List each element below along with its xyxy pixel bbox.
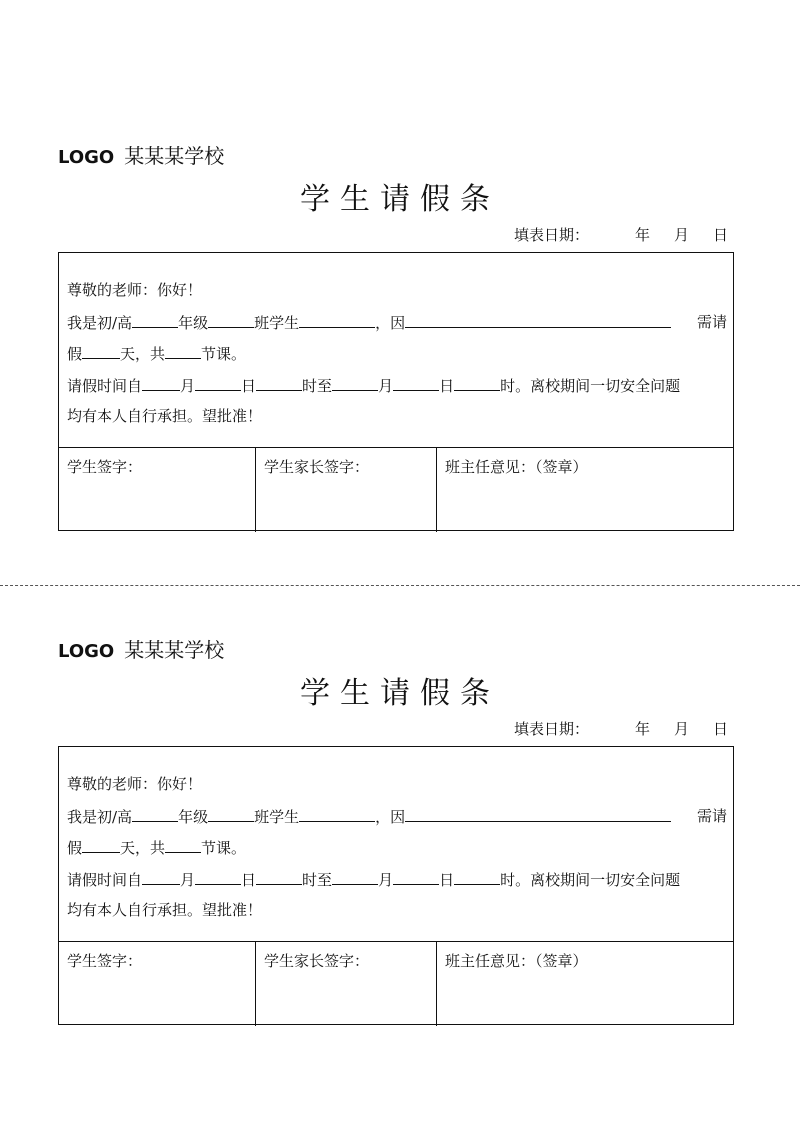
text-segment: 日 — [241, 376, 257, 395]
parent-signature-label: 学生家长签字： — [264, 952, 370, 970]
text-segment: 天，共 — [120, 839, 166, 857]
form-title: 学生请假条 — [300, 676, 500, 711]
teacher-opinion-cell[interactable] — [437, 448, 733, 532]
school-header — [58, 140, 224, 170]
text-segment: 天，共 — [120, 345, 166, 363]
text-segment: 需请 — [696, 312, 727, 331]
date-label: 填表日期： — [513, 226, 589, 244]
cut-line-divider — [0, 585, 800, 586]
blank-reason[interactable] — [405, 801, 671, 822]
text-segment: 年级 — [178, 807, 209, 826]
student-info-line — [67, 307, 727, 339]
school-name: 某某某学校 — [124, 144, 225, 168]
blank-end-month[interactable] — [332, 864, 378, 885]
time-range-line — [67, 370, 727, 402]
logo-text: LOGO — [58, 147, 115, 168]
greeting-line: 尊敬的老师：你好！ — [67, 775, 203, 793]
blank-start-month[interactable] — [142, 370, 180, 391]
greeting-line: 尊敬的老师：你好！ — [67, 281, 203, 299]
student-signature-label: 学生签字： — [67, 952, 143, 970]
text-segment: 需请 — [696, 806, 727, 825]
text-segment: 我是初/高 — [67, 313, 133, 332]
signature-row — [59, 447, 733, 532]
text-segment: 日 — [439, 376, 455, 395]
blank-lessons[interactable] — [165, 832, 201, 853]
fill-date — [514, 224, 728, 245]
blank-start-month[interactable] — [142, 864, 180, 885]
school-header — [58, 634, 224, 664]
blank-grade[interactable] — [132, 801, 178, 822]
teacher-opinion-label: 班主任意见：（签章） — [445, 952, 588, 970]
blank-start-day[interactable] — [195, 864, 241, 885]
text-segment: ，因 — [375, 807, 406, 826]
blank-student-name[interactable] — [299, 307, 375, 328]
form-title: 学生请假条 — [300, 182, 500, 217]
blank-end-day[interactable] — [393, 864, 439, 885]
text-segment: 月 — [180, 376, 196, 395]
responsibility-line: 均有本人自行承担。望批准！ — [67, 901, 263, 919]
blank-days[interactable] — [82, 338, 120, 359]
text-segment: ，因 — [375, 313, 406, 332]
date-day-label: 日 — [712, 226, 728, 244]
parent-signature-cell[interactable] — [256, 942, 437, 1026]
blank-student-name[interactable] — [299, 801, 375, 822]
duration-line — [67, 338, 727, 370]
leave-form-box — [58, 746, 734, 1025]
time-range-line — [67, 864, 727, 896]
signature-row — [59, 941, 733, 1026]
blank-grade[interactable] — [132, 307, 178, 328]
text-segment: 日 — [241, 870, 257, 889]
text-segment: 时。离校期间一切安全问题 — [500, 376, 681, 395]
text-segment: 月 — [378, 376, 394, 395]
blank-class[interactable] — [208, 307, 254, 328]
date-month-label: 月 — [673, 226, 689, 244]
parent-signature-label: 学生家长签字： — [264, 458, 370, 476]
student-info-line — [67, 801, 727, 833]
date-label: 填表日期： — [513, 720, 589, 738]
date-month-label: 月 — [673, 720, 689, 738]
text-segment: 请假时间自 — [67, 870, 143, 889]
blank-lessons[interactable] — [165, 338, 201, 359]
blank-start-day[interactable] — [195, 370, 241, 391]
teacher-opinion-cell[interactable] — [437, 942, 733, 1026]
blank-reason[interactable] — [405, 307, 671, 328]
leave-form-box — [58, 252, 734, 531]
text-segment: 时。离校期间一切安全问题 — [500, 870, 681, 889]
date-year-label: 年 — [634, 226, 650, 244]
fill-date — [514, 718, 728, 739]
school-name: 某某某学校 — [124, 638, 225, 662]
text-segment: 年级 — [178, 313, 209, 332]
text-segment: 节课。 — [201, 345, 247, 363]
text-segment: 日 — [439, 870, 455, 889]
blank-end-day[interactable] — [393, 370, 439, 391]
parent-signature-cell[interactable] — [256, 448, 437, 532]
student-signature-cell[interactable] — [59, 448, 256, 532]
leave-body — [67, 769, 727, 927]
blank-start-hour[interactable] — [256, 370, 302, 391]
text-segment: 假 — [67, 839, 83, 857]
blank-end-month[interactable] — [332, 370, 378, 391]
responsibility-line: 均有本人自行承担。望批准！ — [67, 407, 263, 425]
blank-class[interactable] — [208, 801, 254, 822]
text-segment: 节课。 — [201, 839, 247, 857]
text-segment: 班学生 — [254, 807, 300, 826]
date-year-label: 年 — [634, 720, 650, 738]
blank-end-hour[interactable] — [454, 864, 500, 885]
blank-days[interactable] — [82, 832, 120, 853]
student-signature-label: 学生签字： — [67, 458, 143, 476]
text-segment: 假 — [67, 345, 83, 363]
text-segment: 时至 — [302, 870, 333, 889]
duration-line — [67, 832, 727, 864]
text-segment: 时至 — [302, 376, 333, 395]
student-signature-cell[interactable] — [59, 942, 256, 1026]
blank-end-hour[interactable] — [454, 370, 500, 391]
leave-body — [67, 275, 727, 433]
text-segment: 月 — [180, 870, 196, 889]
text-segment: 请假时间自 — [67, 376, 143, 395]
date-day-label: 日 — [712, 720, 728, 738]
text-segment: 月 — [378, 870, 394, 889]
blank-start-hour[interactable] — [256, 864, 302, 885]
logo-text: LOGO — [58, 641, 115, 662]
text-segment: 班学生 — [254, 313, 300, 332]
teacher-opinion-label: 班主任意见：（签章） — [445, 458, 588, 476]
text-segment: 我是初/高 — [67, 807, 133, 826]
